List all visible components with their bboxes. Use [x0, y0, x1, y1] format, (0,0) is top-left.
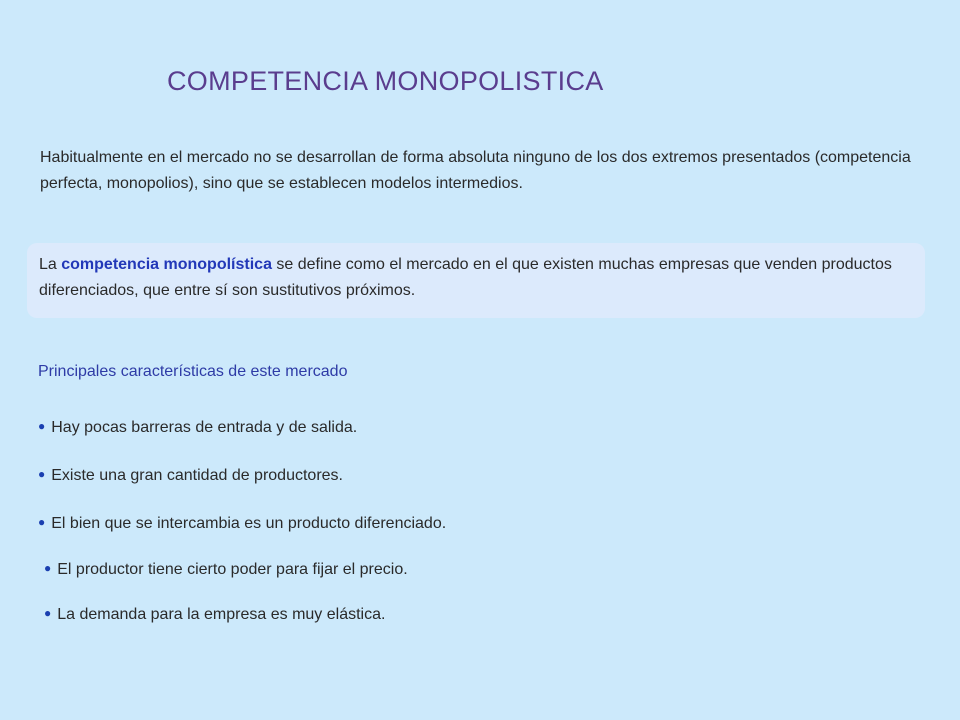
characteristic-item	[38, 419, 357, 437]
characteristic-text: Hay pocas barreras de entrada y de salida.	[51, 419, 358, 436]
characteristic-text: El bien que se intercambia es un producto diferenciado.	[51, 515, 447, 532]
definition-rest: se define como el mercado en el que existen muchas empresas que venden productos diferenciados, que entre sí son sustitutivos próximos.	[39, 256, 892, 299]
bullet-dot-icon: ●	[44, 561, 52, 575]
characteristic-text: La demanda para la empresa es muy elástica.	[57, 606, 386, 623]
characteristic-text: Existe una gran cantidad de productores.	[51, 467, 343, 484]
characteristics-heading: Principales características de este mercado	[38, 363, 348, 380]
definition-prefix: La	[39, 256, 62, 273]
slide-title: COMPETENCIA MONOPOLISTICA	[167, 66, 604, 96]
bullet-dot-icon: ●	[38, 419, 46, 433]
characteristic-item	[38, 515, 446, 533]
definition-text	[39, 252, 911, 304]
definition-term: competencia monopolística	[61, 256, 272, 273]
intro-paragraph: Habitualmente en el mercado no se desarrollan de forma absoluta ninguno de los dos extremos presentados (competencia perfecta, monopolios), sino que se establecen modelos intermedios.	[40, 149, 911, 192]
characteristic-item	[38, 467, 343, 485]
definition-box	[27, 243, 925, 318]
bullet-dot-icon: ●	[38, 515, 46, 529]
characteristic-text: El productor tiene cierto poder para fijar el precio.	[57, 561, 408, 578]
characteristic-item	[44, 606, 385, 624]
bullet-dot-icon: ●	[44, 606, 52, 620]
characteristic-item	[44, 561, 408, 579]
bullet-dot-icon: ●	[38, 467, 46, 481]
